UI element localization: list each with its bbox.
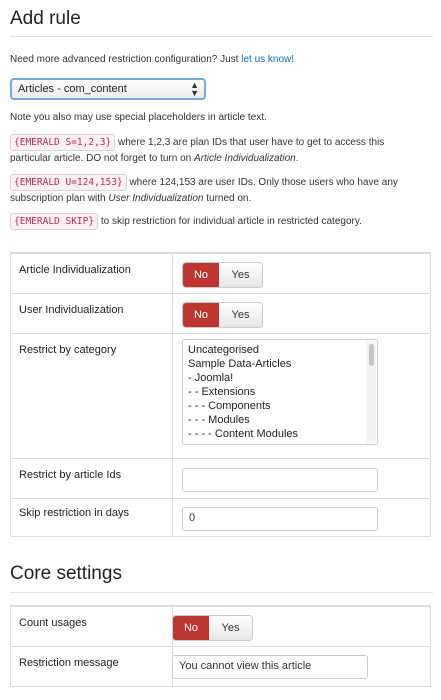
- page-title: Add rule: [10, 8, 81, 29]
- placeholder-desc-end: turned on.: [206, 193, 252, 204]
- field-label: Article Individualization: [19, 264, 131, 276]
- list-item[interactable]: Sample Data-Articles: [188, 358, 292, 370]
- placeholder-desc-em: Article Individualization: [193, 153, 296, 164]
- placeholder-u: [10, 174, 427, 207]
- placeholder-desc-em: User Individualization: [108, 193, 204, 204]
- row-count-usages: [11, 606, 430, 647]
- field-label: Restrict by category: [19, 344, 117, 356]
- toggle-no-button[interactable]: No: [173, 616, 209, 640]
- intro-text: [10, 52, 294, 68]
- placeholder-skip: [10, 213, 427, 230]
- component-select[interactable]: [10, 78, 206, 100]
- scrollbar[interactable]: [367, 341, 376, 443]
- rule-settings-table: [10, 252, 431, 537]
- toggle-yes-button[interactable]: Yes: [219, 263, 262, 287]
- toggle-no-button[interactable]: No: [183, 263, 219, 287]
- field-label: Count usages: [19, 617, 87, 629]
- row-restrict-by-category: [11, 333, 430, 459]
- core-settings-table: [10, 605, 431, 687]
- let-us-know-link[interactable]: let us know!: [241, 54, 295, 65]
- placeholders-note: Note you also may use special placeholders in article text.: [10, 112, 267, 123]
- list-item[interactable]: - - - Modules: [188, 414, 250, 426]
- placeholder-desc: to skip restriction for individual article in restricted category.: [100, 216, 362, 227]
- row-skip-restriction-days: [11, 498, 430, 539]
- list-item[interactable]: Uncategorised: [188, 344, 259, 356]
- placeholder-desc: where 124,153 are user IDs. Only those users who have any subscription plan with: [10, 177, 398, 204]
- toggle-yes-button[interactable]: Yes: [209, 616, 252, 640]
- select-arrows-icon: ▲ ▼: [190, 80, 199, 98]
- toggle-yes-button[interactable]: Yes: [219, 303, 262, 327]
- list-item[interactable]: - Joomla!: [188, 372, 234, 384]
- row-restrict-by-article-ids: [11, 458, 430, 499]
- field-label: Skip restriction in days: [19, 507, 130, 519]
- placeholder-code: {EMERALD S=1,2,3}: [10, 134, 115, 151]
- user-individualization-toggle[interactable]: [182, 302, 263, 328]
- placeholder-desc-end: .: [295, 153, 299, 164]
- list-item[interactable]: - - - Components: [188, 400, 271, 412]
- field-label: Restrict by article Ids: [19, 469, 122, 481]
- title-divider: [10, 36, 433, 37]
- list-item[interactable]: - - - - Content Modules: [188, 428, 299, 440]
- category-multiselect[interactable]: [182, 339, 378, 445]
- toggle-no-button[interactable]: No: [183, 303, 219, 327]
- list-item[interactable]: - - Extensions: [188, 386, 256, 398]
- placeholder-desc: where 1,2,3 are plan IDs that user have to get to access this particular article. DO not forget to turn on: [10, 137, 385, 164]
- restriction-message-input[interactable]: You cannot view this article: [172, 655, 368, 679]
- component-select-value: Articles - com_content: [18, 83, 127, 95]
- row-user-individualization: [11, 293, 430, 334]
- scrollbar-thumb[interactable]: [369, 344, 374, 366]
- count-usages-toggle[interactable]: [172, 615, 253, 641]
- core-settings-title: Core settings: [10, 563, 122, 584]
- placeholder-code: {EMERALD SKIP}: [10, 213, 98, 230]
- article-ids-input[interactable]: [182, 468, 378, 492]
- placeholder-code: {EMERALD U=124,153}: [10, 174, 127, 191]
- row-restriction-message: [11, 646, 430, 689]
- core-divider: [10, 592, 433, 593]
- field-label: Restriction message: [19, 657, 119, 669]
- placeholder-s: [10, 134, 427, 167]
- field-label: User Individualization: [19, 304, 124, 316]
- intro-label: Need more advanced restriction configuration? Just: [10, 54, 239, 65]
- article-individualization-toggle[interactable]: [182, 262, 263, 288]
- row-article-individualization: [11, 253, 430, 294]
- skip-days-input[interactable]: 0: [182, 507, 378, 531]
